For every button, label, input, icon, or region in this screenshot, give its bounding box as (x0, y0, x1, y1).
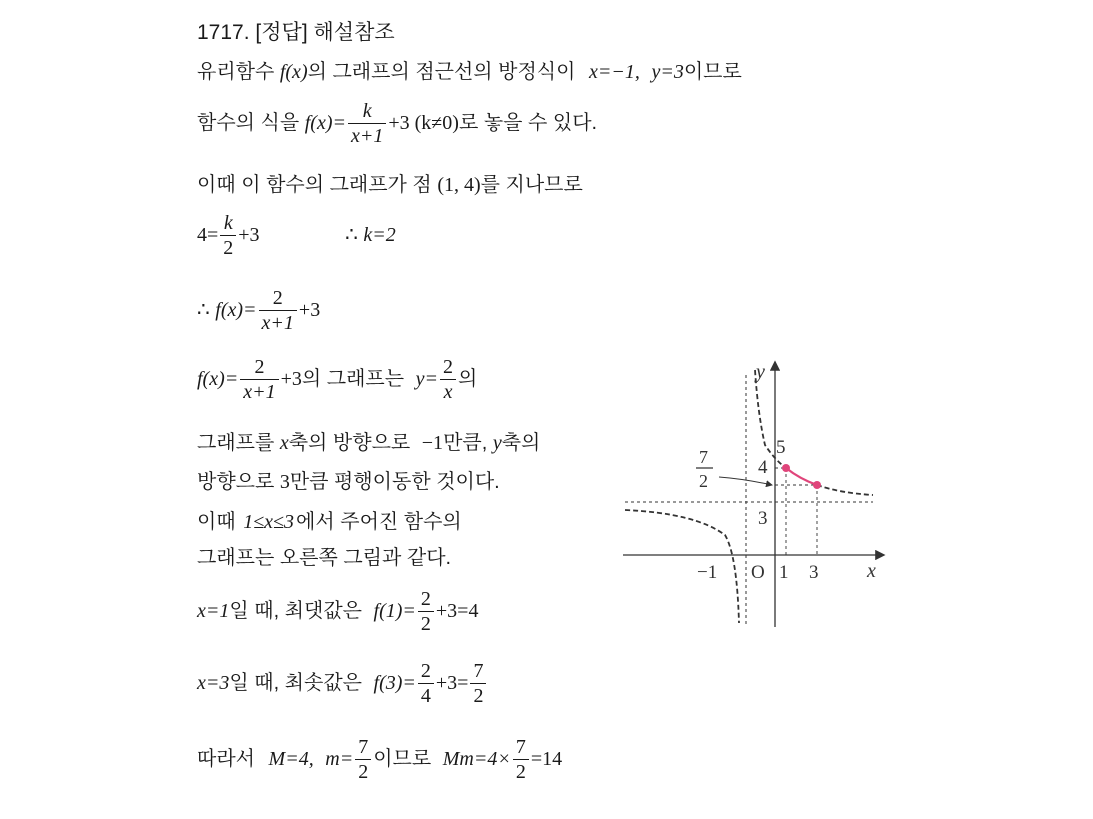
tick-neg1: −1 (697, 562, 718, 583)
equation-line-fx: ∴ f(x)= $\frac{2}{x+1}$ +3 (197, 287, 321, 334)
problem-number: 1717. (197, 21, 250, 44)
fraction: $\frac{k}{2}$ (220, 212, 236, 259)
origin-label: O (751, 562, 765, 583)
fraction: $\frac{7}{2}$ (470, 660, 486, 707)
problem-header (197, 22, 395, 43)
text-line-6: 방향으로 3만큼 평행이동한 것이다. (197, 471, 500, 493)
text-line-1: 유리함수 f(x)의 그래프의 점근선의 방정식이 x=−1, y=3이므로 (197, 61, 742, 83)
fraction: $\frac{2}{4}$ (418, 660, 434, 707)
fraction: $\frac{2}{x+1}$ (240, 356, 278, 403)
curve-right-tail (817, 485, 873, 495)
text-line-8: 그래프는 오른쪽 그림과 같다. (197, 547, 452, 569)
text-line-5: 그래프를 x축의 방향으로 −1만큼, y축의 (197, 432, 541, 454)
conclusion-line: 따라서 M=4, m= $\frac{7}{2}$ 이므로 Mm=4× $\frac{7}{2}$ =14 (197, 736, 563, 783)
fraction: $\frac{k}{x+1}$ (348, 100, 386, 147)
answer-tag: [정답] (255, 21, 308, 44)
header-title: 해설참조 (313, 21, 395, 44)
max-value-line: x=1일 때, 최댓값은 f(1)= $\frac{2}{2}$ +3=4 (197, 588, 479, 635)
y-tick-3: 3 (758, 508, 768, 529)
fraction: $\frac{2}{2}$ (418, 588, 434, 635)
frac-den: 2 (699, 471, 708, 491)
text-line-4: f(x)= $\frac{2}{x+1}$ +3의 그래프는 y= $\frac{2}{x}$ 의 (197, 356, 478, 403)
fraction: $\frac{7}{2}$ (513, 736, 529, 783)
curve-left-branch (625, 510, 739, 623)
fraction: $\frac{2}{x+1}$ (259, 287, 297, 334)
text-line-3: 이때 이 함수의 그래프가 점 (1, 4)를 지나므로 (197, 174, 583, 196)
min-value-line: x=3일 때, 최솟값은 f(3)= $\frac{2}{4}$ +3= $\frac{7}{2}$ (197, 660, 488, 707)
equation-line-k: 4= $\frac{k}{2}$ +3 ∴ k=2 (197, 212, 396, 259)
text-line-7: 이때 1≤x≤3 에서 주어진 함수의 (197, 511, 462, 533)
text-line-2: 함수의 식을 f(x)= $\frac{k}{x+1}$ +3 (k≠0)로 놓을 수 있다. (197, 100, 598, 147)
x-axis-label: x (867, 560, 876, 582)
frac-num: 7 (699, 447, 708, 467)
curve-highlight (786, 468, 817, 485)
point-3-7-2 (813, 481, 821, 489)
fraction: $\frac{2}{x}$ (440, 356, 456, 403)
function-graph (615, 355, 890, 630)
y-axis-label: y (756, 361, 765, 383)
y-tick-4: 4 (758, 457, 768, 478)
tick-1: 1 (779, 562, 789, 583)
y-tick-5: 5 (776, 437, 786, 458)
point-1-4 (782, 464, 790, 472)
tick-3: 3 (809, 562, 819, 583)
fraction: $\frac{7}{2}$ (355, 736, 371, 783)
